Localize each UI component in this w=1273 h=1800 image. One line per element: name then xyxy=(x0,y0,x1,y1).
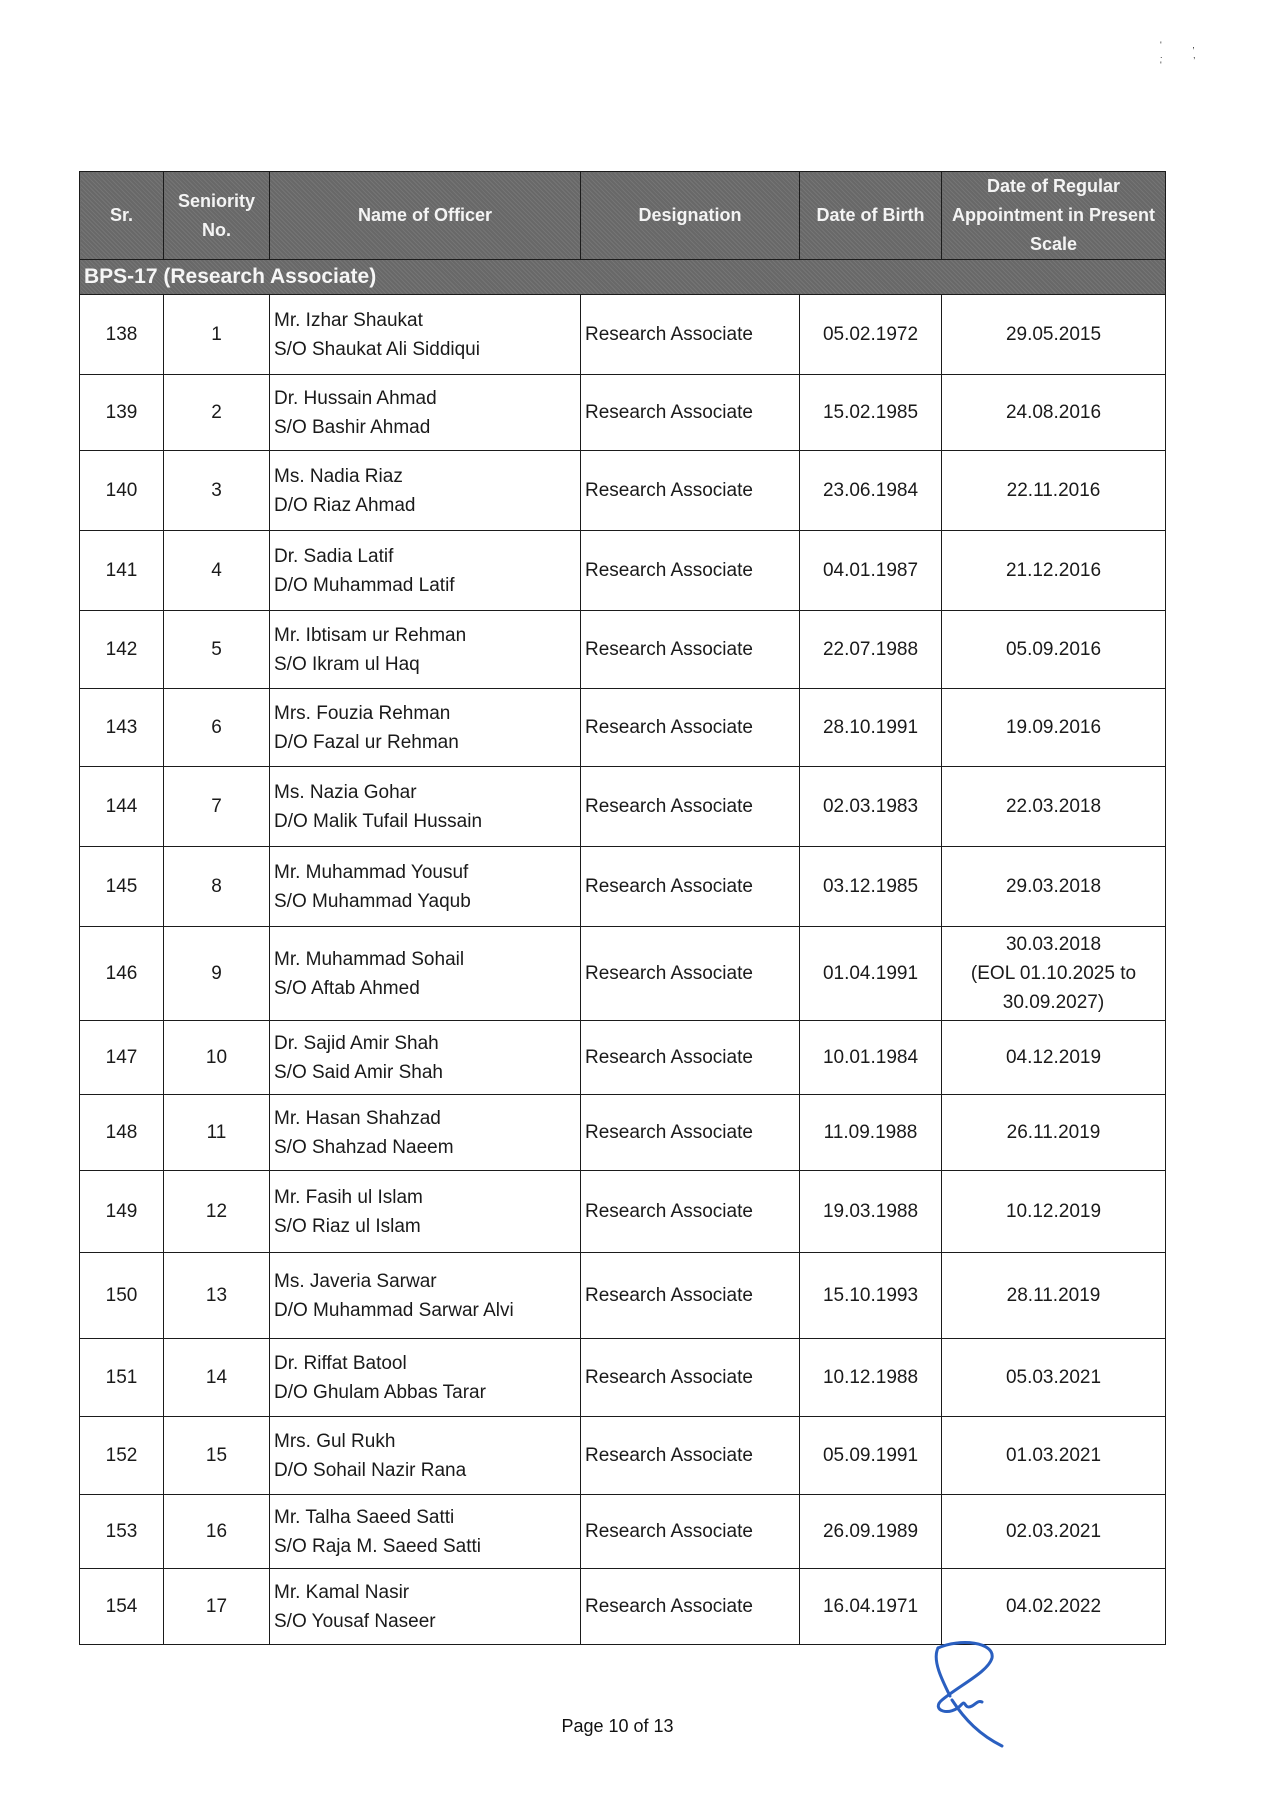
appointment-date: 24.08.2016 xyxy=(1005,402,1102,423)
officer-name: Mrs. Gul Rukh xyxy=(274,1430,396,1452)
date-of-birth-cell: 10.12.1988 xyxy=(800,1339,942,1417)
appointment-date-cell xyxy=(942,1339,1166,1417)
appointment-date: 21.12.2016 xyxy=(1005,560,1102,581)
sr-cell: 150 xyxy=(80,1253,164,1339)
appointment-date: 05.09.2016 xyxy=(1005,639,1102,660)
seniority-list-table xyxy=(79,171,1166,1645)
table-row xyxy=(80,531,1166,611)
sr-cell: 143 xyxy=(80,689,164,767)
page-number: Page 10 of 13 xyxy=(561,1716,674,1736)
seniority-no-cell: 1 xyxy=(164,295,270,375)
officer-name: Dr. Riffat Batool xyxy=(274,1352,407,1374)
appointment-date: 04.12.2019 xyxy=(1005,1047,1102,1068)
officer-name: Mr. Muhammad Sohail xyxy=(274,948,465,970)
officer-name-cell xyxy=(270,927,581,1021)
sr-cell: 154 xyxy=(80,1569,164,1645)
seniority-no-cell: 8 xyxy=(164,847,270,927)
officer-parentage: D/O Muhammad Sarwar Alvi xyxy=(274,1299,514,1321)
designation-cell: Research Associate xyxy=(581,927,800,1021)
appointment-date-cell xyxy=(942,531,1166,611)
sr-cell: 142 xyxy=(80,611,164,689)
officer-name-cell xyxy=(270,295,581,375)
date-of-birth-cell: 15.10.1993 xyxy=(800,1253,942,1339)
officer-parentage: D/O Sohail Nazir Rana xyxy=(274,1459,467,1481)
table-row xyxy=(80,1339,1166,1417)
appointment-date: 28.11.2019 xyxy=(1006,1285,1101,1306)
designation-cell: Research Associate xyxy=(581,1095,800,1171)
date-of-birth-cell: 22.07.1988 xyxy=(800,611,942,689)
officer-name: Ms. Nazia Gohar xyxy=(274,781,417,803)
appointment-date: 29.05.2015 xyxy=(1005,324,1102,345)
designation-cell: Research Associate xyxy=(581,375,800,451)
table-row xyxy=(80,375,1166,451)
designation-cell: Research Associate xyxy=(581,1253,800,1339)
seniority-no-cell: 15 xyxy=(164,1417,270,1495)
officer-parentage: S/O Yousaf Naseer xyxy=(274,1610,436,1632)
seniority-no-cell: 11 xyxy=(164,1095,270,1171)
appointment-date: 01.03.2021 xyxy=(1005,1445,1102,1466)
appointment-date: 05.03.2021 xyxy=(1005,1367,1102,1388)
seniority-no-cell: 7 xyxy=(164,767,270,847)
appointment-date-cell xyxy=(942,1495,1166,1569)
officer-name-cell xyxy=(270,1569,581,1645)
sr-cell: 152 xyxy=(80,1417,164,1495)
date-of-birth-cell: 23.06.1984 xyxy=(800,451,942,531)
seniority-no-cell: 3 xyxy=(164,451,270,531)
officer-name: Mr. Fasih ul Islam xyxy=(274,1186,423,1208)
date-of-birth-cell: 16.04.1971 xyxy=(800,1569,942,1645)
appointment-date-cell xyxy=(942,1569,1166,1645)
officer-name-cell xyxy=(270,375,581,451)
officer-parentage: S/O Said Amir Shah xyxy=(274,1061,443,1083)
seniority-no-cell: 4 xyxy=(164,531,270,611)
officer-name: Ms. Nadia Riaz xyxy=(274,465,403,487)
date-of-birth-cell: 04.01.1987 xyxy=(800,531,942,611)
officer-name-cell xyxy=(270,1339,581,1417)
table-row xyxy=(80,927,1166,1021)
sr-cell: 139 xyxy=(80,375,164,451)
officer-parentage: S/O Shaukat Ali Siddiqui xyxy=(274,338,480,360)
seniority-no-cell: 2 xyxy=(164,375,270,451)
table-row xyxy=(80,1095,1166,1171)
sr-cell: 146 xyxy=(80,927,164,1021)
officer-parentage: D/O Fazal ur Rehman xyxy=(274,731,459,753)
date-of-birth-cell: 26.09.1989 xyxy=(800,1495,942,1569)
sr-cell: 141 xyxy=(80,531,164,611)
officer-name: Mr. Kamal Nasir xyxy=(274,1581,410,1603)
appointment-date-cell xyxy=(942,689,1166,767)
table-row xyxy=(80,1021,1166,1095)
sr-cell: 148 xyxy=(80,1095,164,1171)
appointment-date: 19.09.2016 xyxy=(1005,717,1102,738)
officer-parentage: D/O Ghulam Abbas Tarar xyxy=(274,1381,486,1403)
officer-parentage: S/O Ikram ul Haq xyxy=(274,653,420,675)
table-row xyxy=(80,689,1166,767)
sr-cell: 153 xyxy=(80,1495,164,1569)
officer-name: Ms. Javeria Sarwar xyxy=(274,1270,437,1292)
sr-cell: 144 xyxy=(80,767,164,847)
appointment-date-cell xyxy=(942,847,1166,927)
officer-parentage: S/O Muhammad Yaqub xyxy=(274,890,471,912)
designation-cell: Research Associate xyxy=(581,767,800,847)
sr-cell: 145 xyxy=(80,847,164,927)
officer-name: Mr. Ibtisam ur Rehman xyxy=(274,624,467,646)
seniority-no-cell: 9 xyxy=(164,927,270,1021)
designation-cell: Research Associate xyxy=(581,1339,800,1417)
officer-parentage: S/O Riaz ul Islam xyxy=(274,1215,421,1237)
column-header-sr: Sr. xyxy=(80,172,164,260)
officer-name: Mr. Muhammad Yousuf xyxy=(274,861,469,883)
table-row xyxy=(80,767,1166,847)
officer-name: Mrs. Fouzia Rehman xyxy=(274,702,451,724)
officer-name: Mr. Izhar Shaukat xyxy=(274,309,423,331)
officer-name-cell xyxy=(270,847,581,927)
seniority-no-cell: 14 xyxy=(164,1339,270,1417)
date-of-birth-cell: 28.10.1991 xyxy=(800,689,942,767)
officer-parentage: D/O Muhammad Latif xyxy=(274,574,455,596)
seniority-no-cell: 12 xyxy=(164,1171,270,1253)
officer-name-cell xyxy=(270,1253,581,1339)
officer-name: Mr. Talha Saeed Satti xyxy=(274,1506,455,1528)
seniority-no-cell: 5 xyxy=(164,611,270,689)
officer-parentage: S/O Bashir Ahmad xyxy=(274,416,431,438)
officer-parentage: S/O Shahzad Naeem xyxy=(274,1136,454,1158)
seniority-no-cell: 10 xyxy=(164,1021,270,1095)
appointment-date: 04.02.2022 xyxy=(1005,1596,1102,1617)
designation-cell: Research Associate xyxy=(581,847,800,927)
designation-cell: Research Associate xyxy=(581,1021,800,1095)
table-row xyxy=(80,611,1166,689)
officer-name: Dr. Hussain Ahmad xyxy=(274,387,437,409)
designation-cell: Research Associate xyxy=(581,1569,800,1645)
column-header-designation: Designation xyxy=(581,172,800,260)
designation-cell: Research Associate xyxy=(581,1495,800,1569)
appointment-date-cell xyxy=(942,927,1166,1021)
designation-cell: Research Associate xyxy=(581,295,800,375)
date-of-birth-cell: 01.04.1991 xyxy=(800,927,942,1021)
appointment-date-cell xyxy=(942,1171,1166,1253)
date-of-birth-cell: 15.02.1985 xyxy=(800,375,942,451)
sr-cell: 151 xyxy=(80,1339,164,1417)
officer-name: Dr. Sadia Latif xyxy=(274,545,394,567)
officer-name-cell xyxy=(270,689,581,767)
seniority-no-cell: 13 xyxy=(164,1253,270,1339)
appointment-note: (EOL 01.10.2025 to 30.09.2027) xyxy=(970,963,1137,1013)
appointment-date-cell xyxy=(942,1021,1166,1095)
table-row xyxy=(80,847,1166,927)
designation-cell: Research Associate xyxy=(581,531,800,611)
section-header-row xyxy=(80,260,1166,295)
seniority-no-cell: 6 xyxy=(164,689,270,767)
scan-artifact-marks: ' , . , ' xyxy=(1160,40,1210,70)
seniority-no-cell: 16 xyxy=(164,1495,270,1569)
appointment-date: 22.11.2016 xyxy=(1006,480,1101,501)
designation-cell: Research Associate xyxy=(581,451,800,531)
sr-cell: 138 xyxy=(80,295,164,375)
appointment-date: 29.03.2018 xyxy=(1005,876,1102,897)
table-body xyxy=(80,260,1166,1645)
appointment-date-cell xyxy=(942,295,1166,375)
date-of-birth-cell: 11.09.1988 xyxy=(800,1095,942,1171)
appointment-date-cell xyxy=(942,767,1166,847)
appointment-date-cell xyxy=(942,1095,1166,1171)
officer-parentage: D/O Malik Tufail Hussain xyxy=(274,810,483,832)
officer-name-cell xyxy=(270,531,581,611)
column-header-seniority-no: Seniority No. xyxy=(164,172,270,260)
officer-name: Mr. Hasan Shahzad xyxy=(274,1107,441,1129)
section-title-bps-17: BPS-17 (Research Associate) xyxy=(80,260,1166,295)
date-of-birth-cell: 10.01.1984 xyxy=(800,1021,942,1095)
table-header-row xyxy=(80,172,1166,260)
column-header-name-of-officer: Name of Officer xyxy=(270,172,581,260)
sr-cell: 149 xyxy=(80,1171,164,1253)
table-row xyxy=(80,1495,1166,1569)
appointment-date-cell xyxy=(942,1253,1166,1339)
appointment-date-cell xyxy=(942,375,1166,451)
date-of-birth-cell: 05.09.1991 xyxy=(800,1417,942,1495)
officer-parentage: D/O Riaz Ahmad xyxy=(274,494,416,516)
designation-cell: Research Associate xyxy=(581,1171,800,1253)
table-row xyxy=(80,1253,1166,1339)
officer-name: Dr. Sajid Amir Shah xyxy=(274,1032,439,1054)
date-of-birth-cell: 05.02.1972 xyxy=(800,295,942,375)
table-row xyxy=(80,1171,1166,1253)
table-row xyxy=(80,295,1166,375)
officer-name-cell xyxy=(270,1021,581,1095)
officer-name-cell xyxy=(270,1171,581,1253)
officer-parentage: S/O Aftab Ahmed xyxy=(274,977,420,999)
date-of-birth-cell: 19.03.1988 xyxy=(800,1171,942,1253)
date-of-birth-cell: 03.12.1985 xyxy=(800,847,942,927)
designation-cell: Research Associate xyxy=(581,1417,800,1495)
table-row xyxy=(80,451,1166,531)
appointment-date: 10.12.2019 xyxy=(1005,1201,1102,1222)
appointment-date: 02.03.2021 xyxy=(1005,1521,1102,1542)
table-row xyxy=(80,1417,1166,1495)
designation-cell: Research Associate xyxy=(581,611,800,689)
appointment-date-cell xyxy=(942,1417,1166,1495)
officer-name-cell xyxy=(270,611,581,689)
seniority-list-table-container xyxy=(79,171,1165,1645)
designation-cell: Research Associate xyxy=(581,689,800,767)
seniority-no-cell: 17 xyxy=(164,1569,270,1645)
column-header-appointment-date: Date of Regular Appointment in Present Scale xyxy=(942,172,1166,260)
officer-name-cell xyxy=(270,1417,581,1495)
appointment-date: 30.03.2018 xyxy=(1005,934,1102,955)
officer-name-cell xyxy=(270,1495,581,1569)
officer-name-cell xyxy=(270,1095,581,1171)
sr-cell: 147 xyxy=(80,1021,164,1095)
date-of-birth-cell: 02.03.1983 xyxy=(800,767,942,847)
officer-name-cell xyxy=(270,767,581,847)
appointment-date: 26.11.2019 xyxy=(1006,1122,1101,1143)
appointment-date: 22.03.2018 xyxy=(1005,796,1102,817)
officer-name-cell xyxy=(270,451,581,531)
table-row xyxy=(80,1569,1166,1645)
officer-parentage: S/O Raja M. Saeed Satti xyxy=(274,1535,481,1557)
appointment-date-cell xyxy=(942,611,1166,689)
sr-cell: 140 xyxy=(80,451,164,531)
column-header-date-of-birth: Date of Birth xyxy=(800,172,942,260)
appointment-date-cell xyxy=(942,451,1166,531)
